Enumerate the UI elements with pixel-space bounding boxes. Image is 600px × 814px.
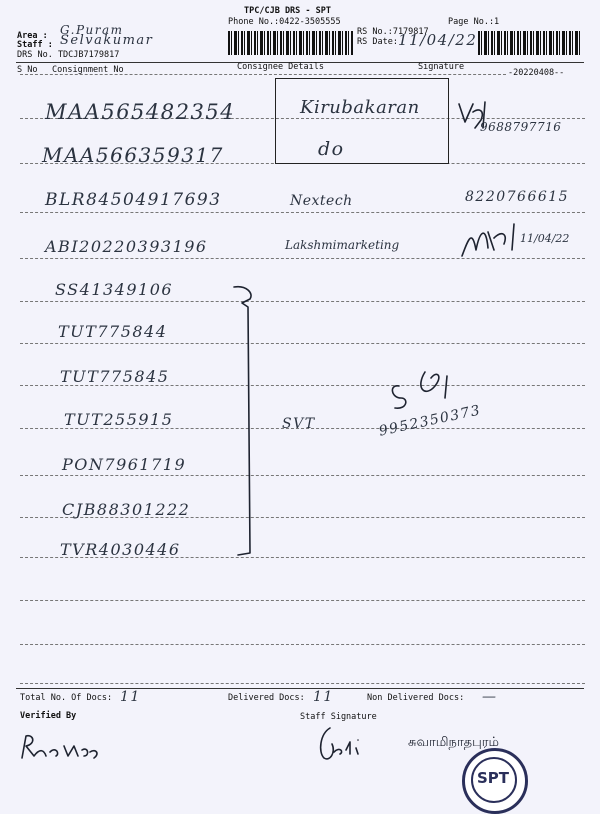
col-consignee: Consignee Details (237, 62, 324, 72)
phone-number: Phone No.:0422-3505555 (228, 17, 341, 27)
barcode-left (228, 31, 353, 55)
rs-date-value: 11/04/22 (398, 31, 478, 49)
non-delivered-docs-value: — (482, 689, 498, 705)
staff-value: Selvakumar (60, 33, 154, 48)
col-consignment: Consignment No (52, 65, 124, 75)
non-delivered-docs-label: Non Delivered Docs: (367, 693, 465, 703)
total-docs-label: Total No. Of Docs: (20, 693, 113, 703)
group-bracket (228, 283, 268, 573)
row-10-consignment: CJB88301222 (62, 500, 191, 519)
row-4-consignee: Lakshmimarketing (285, 238, 400, 252)
staff-signature-label: Staff Signature (300, 712, 377, 722)
col-sno: S No (17, 65, 38, 75)
barcode-right (478, 31, 582, 55)
row-2-consignee: do (318, 138, 345, 160)
header-dash (20, 74, 506, 75)
area-value: G.Puram (60, 23, 124, 37)
row-3-consignment: BLR84504917693 (45, 190, 222, 210)
page-number: Page No.:1 (448, 17, 500, 27)
row-4-signature-scribble (458, 220, 528, 265)
staff-label: Staff : (17, 40, 53, 50)
drs-number: DRS No. TDCJB7179817 (17, 50, 120, 60)
row-3-signature: 8220766615 (465, 189, 570, 205)
row-5-consignment: SS41349106 (55, 280, 174, 299)
rs-date-label: RS Date: (357, 37, 398, 47)
row-7-consignment: TUT775845 (60, 367, 170, 386)
verified-signature (16, 728, 106, 768)
row-8-signature: 9952350373 (377, 402, 483, 440)
consignee-box (275, 78, 449, 164)
col-date-code: -20220408-- (508, 68, 565, 78)
row-6-consignment: TUT775844 (58, 322, 168, 341)
area-label: Area : (17, 31, 48, 41)
row-1-consignee: Kirubakaran (300, 97, 420, 118)
row-8-consignment: TUT255915 (64, 410, 174, 429)
document-title: TPC/CJB DRS - SPT (244, 6, 331, 16)
delivered-docs-value: 11 (313, 689, 334, 705)
stamp-text: SPT (477, 769, 510, 787)
row-1-signature: 9688797716 (480, 120, 562, 134)
row-3-consignee: Nextech (290, 193, 353, 209)
delivered-docs-label: Delivered Docs: (228, 693, 305, 703)
row-9-consignment: PON7961719 (62, 455, 187, 474)
total-docs-value: 11 (120, 689, 141, 705)
row-4-signature: 11/04/22 (520, 232, 570, 245)
row-11-consignment: TVR4030446 (60, 540, 181, 559)
spt-stamp (462, 748, 528, 814)
row-4-consignment: ABI20220393196 (45, 237, 208, 256)
row-1-consignment: MAA565482354 (45, 100, 236, 124)
row-8-consignee: SVT (282, 416, 316, 432)
rs-number: RS No.:7179817 (357, 27, 429, 37)
tamil-handwritten-note: சுவாமிநாதபுரம் (408, 735, 499, 750)
verified-by-label: Verified By (20, 711, 77, 721)
footer-divider (16, 688, 584, 689)
col-signature: Signature (418, 62, 465, 72)
staff-signature (310, 722, 370, 767)
row-2-consignment: MAA566359317 (42, 143, 224, 167)
